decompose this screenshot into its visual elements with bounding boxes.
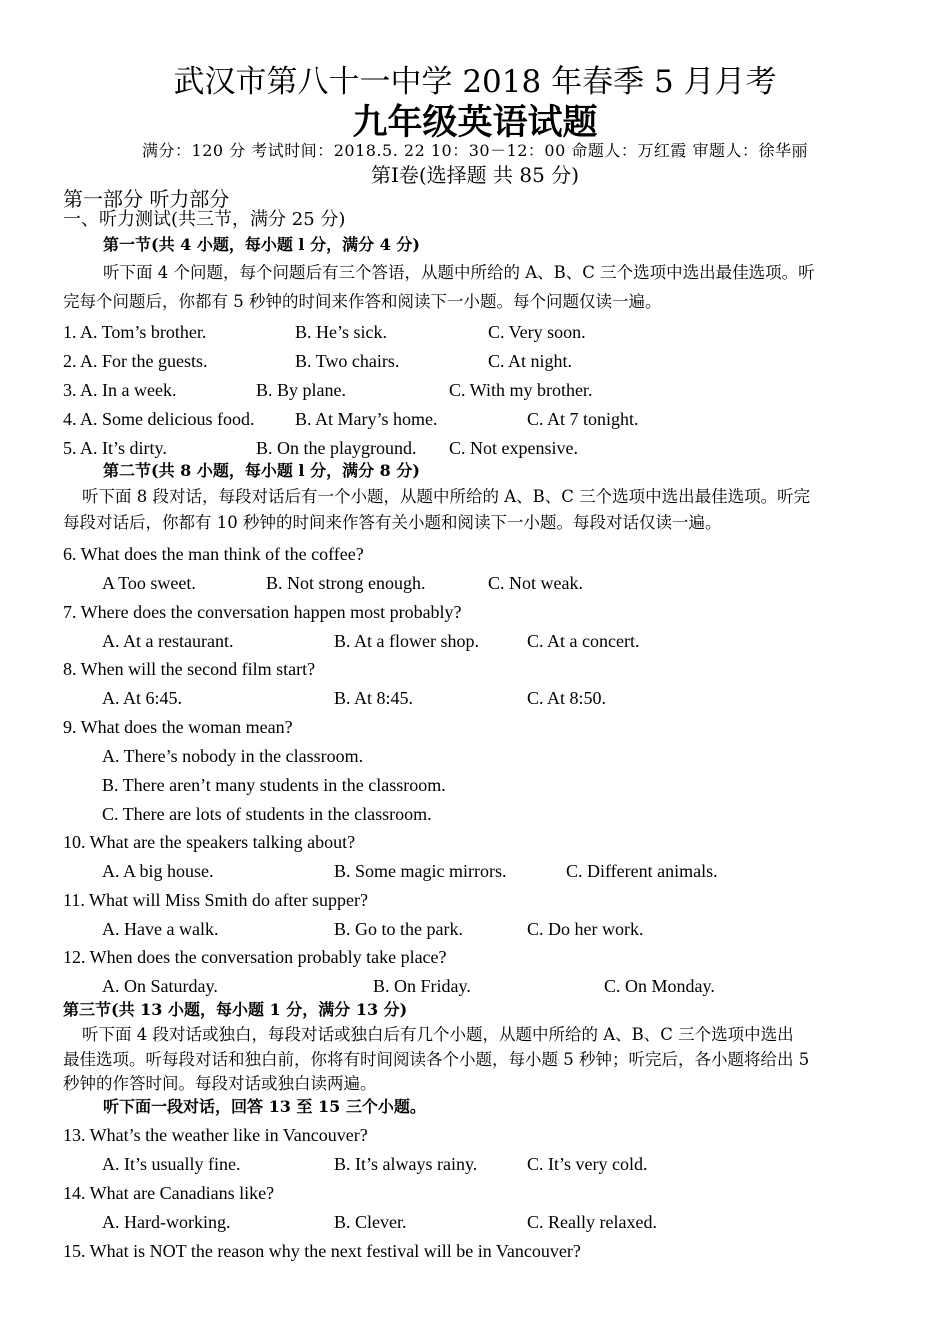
- question-option: C. On Monday.: [604, 976, 715, 996]
- instruction-line: 听下面 4 段对话或独白，每段对话或独白后有几个小题，从题中所给的 A、B、C 三个选项中选出: [82, 1025, 794, 1044]
- exam-title: 九年级英语试题: [352, 103, 598, 143]
- question-stem: 7. Where does the conversation happen most probably?: [63, 602, 462, 622]
- question-option: 1. A. Tom’s brother.: [63, 322, 207, 342]
- question-option: A. Hard-working.: [102, 1212, 231, 1232]
- question-option: C. Not expensive.: [449, 438, 578, 458]
- question-option: 5. A. It’s dirty.: [63, 438, 167, 458]
- question-option: B. At 8:45.: [334, 688, 414, 708]
- question-option: B. Go to the park.: [334, 919, 463, 939]
- question-stem: 8. When will the second film start?: [63, 659, 316, 679]
- instruction-line: 听下面 4 个问题，每个问题后有三个答语，从题中所给的 A、B、C 三个选项中选出最佳选项。听: [103, 263, 815, 282]
- question-option: C. At a concert.: [527, 631, 640, 651]
- question-option: C. At 7 tonight.: [527, 409, 639, 429]
- question-option: A. A big house.: [102, 861, 214, 881]
- instruction-line: 秒钟的作答时间。每段对话或独白读两遍。: [63, 1074, 377, 1093]
- question-option: B. On Friday.: [373, 976, 471, 996]
- question-option: A. At 6:45.: [102, 688, 183, 708]
- question-option: B. On the playground.: [256, 438, 417, 458]
- question-option: B. It’s always rainy.: [334, 1154, 478, 1174]
- question-stem: 6. What does the man think of the coffee?: [63, 544, 364, 564]
- question-option: C. At night.: [488, 351, 573, 371]
- part-heading: 第一部分 听力部分: [63, 187, 230, 211]
- question-stem: 15. What is NOT the reason why the next festival will be in Vancouver?: [63, 1241, 581, 1261]
- question-option: A. There’s nobody in the classroom.: [102, 746, 364, 766]
- question-option: 2. A. For the guests.: [63, 351, 208, 371]
- question-option: B. At Mary’s home.: [295, 409, 438, 429]
- question-option: A Too sweet.: [102, 573, 196, 593]
- question-option: 3. A. In a week.: [63, 380, 177, 400]
- question-stem: 14. What are Canadians like?: [63, 1183, 275, 1203]
- question-option: B. He’s sick.: [295, 322, 387, 342]
- question-option: C. It’s very cold.: [527, 1154, 648, 1174]
- question-option: B. At a flower shop.: [334, 631, 479, 651]
- question-option: B. By plane.: [256, 380, 346, 400]
- section-heading: 一、听力测试(共三节，满分 25 分): [63, 209, 346, 230]
- group-heading: 听下面一段对话，回答 13 至 15 三个小题。: [103, 1097, 426, 1116]
- instruction-line: 完每个问题后，你都有 5 秒钟的时间来作答和阅读下一小题。每个问题仅读一遍。: [63, 292, 662, 311]
- school-title: 武汉市第八十一中学 2018 年春季 5 月月考: [173, 64, 777, 100]
- question-option: A. On Saturday.: [102, 976, 218, 996]
- question-option: A. At a restaurant.: [102, 631, 234, 651]
- question-stem: 13. What’s the weather like in Vancouver?: [63, 1125, 368, 1145]
- question-option: A. It’s usually fine.: [102, 1154, 241, 1174]
- subsection-title: 第三节(共 13 小题，每小题 1 分，满分 13 分): [63, 1000, 408, 1019]
- exam-meta: 满分：120 分 考试时间：2018.5. 22 10：30－12：00 命题人：万红霞 审题人：徐华丽: [142, 141, 808, 160]
- question-option: B. Clever.: [334, 1212, 407, 1232]
- question-stem: 12. When does the conversation probably take place?: [63, 947, 447, 967]
- question-option: C. Different animals.: [566, 861, 718, 881]
- question-stem: 11. What will Miss Smith do after supper?: [63, 890, 368, 910]
- question-option: B. Not strong enough.: [266, 573, 426, 593]
- question-option: C. Not weak.: [488, 573, 583, 593]
- question-stem: 9. What does the woman mean?: [63, 717, 293, 737]
- question-stem: 10. What are the speakers talking about?: [63, 832, 356, 852]
- question-option: C. Really relaxed.: [527, 1212, 657, 1232]
- instruction-line: 最佳选项。听每段对话和独白前，你将有时间阅读各个小题，每小题 5 秒钟；听完后，各小题将给出 5: [63, 1050, 810, 1069]
- question-option: C. There are lots of students in the classroom.: [102, 804, 432, 824]
- question-option: C. At 8:50.: [527, 688, 607, 708]
- question-option: A. Have a walk.: [102, 919, 219, 939]
- instruction-line: 听下面 8 段对话，每段对话后有一个小题，从题中所给的 A、B、C 三个选项中选出最佳选项。听完: [82, 487, 811, 506]
- question-option: B. There aren’t many students in the classroom.: [102, 775, 446, 795]
- volume-heading: 第Ⅰ卷(选择题 共 85 分): [370, 163, 580, 187]
- question-option: C. Very soon.: [488, 322, 586, 342]
- question-option: B. Some magic mirrors.: [334, 861, 507, 881]
- subsection-title: 第二节(共 8 小题，每小题 l 分，满分 8 分): [103, 461, 420, 480]
- question-option: C. With my brother.: [449, 380, 593, 400]
- instruction-line: 每段对话后，你都有 10 秒钟的时间来作答有关小题和阅读下一小题。每段对话仅读一遍。: [63, 513, 722, 532]
- question-option: C. Do her work.: [527, 919, 644, 939]
- question-option: 4. A. Some delicious food.: [63, 409, 255, 429]
- question-option: B. Two chairs.: [295, 351, 400, 371]
- subsection-title: 第一节(共 4 小题，每小题 l 分，满分 4 分): [103, 235, 420, 254]
